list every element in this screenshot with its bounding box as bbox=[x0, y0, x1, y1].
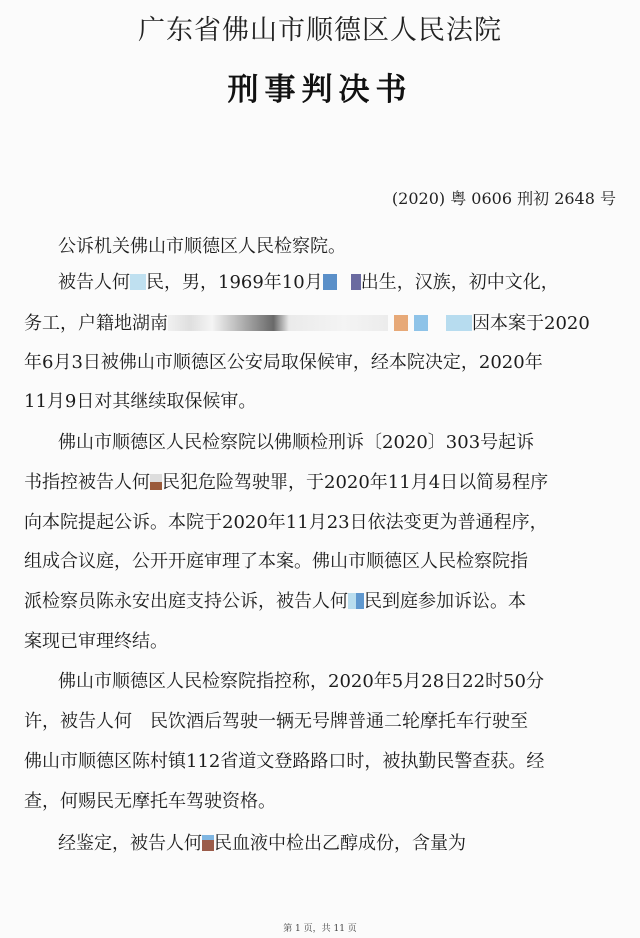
redacted-block bbox=[351, 274, 361, 290]
court-name: 广东省佛山市顺德区人民法院 bbox=[138, 15, 502, 46]
paragraph-line: 向本院提起公诉。本院于2020年11月23日依法变更为普通程序， bbox=[24, 512, 548, 533]
redacted-block bbox=[202, 835, 214, 851]
paragraph-line: 经鉴定，被告人何 民血液中检出乙醇成份，含量为 bbox=[58, 833, 466, 854]
paragraph-line: 佛山市顺德区人民检察院以佛顺检刑诉〔2020〕303号起诉 bbox=[58, 432, 535, 453]
paragraph-line: 案现已审理终结。 bbox=[24, 631, 168, 652]
redacted-block bbox=[130, 274, 146, 290]
redacted-block bbox=[150, 474, 162, 490]
redacted-block bbox=[348, 593, 364, 609]
redacted-block bbox=[168, 315, 388, 331]
defendant-line-2: 务工，户籍地湖南 因本案于2020 bbox=[24, 313, 590, 334]
paragraph-line: 书指控被告人何 民犯危险驾驶罪，于2020年11月4日以简易程序 bbox=[24, 472, 549, 493]
paragraph-line: 佛山市顺德区陈村镇112省道文登路路口时，被执勤民警查获。经 bbox=[24, 751, 545, 772]
paragraph-line: 11月9日对其继续取保候审。 bbox=[24, 391, 257, 412]
redacted-block bbox=[414, 315, 428, 331]
page-footer: 第 1 页，共 11 页 bbox=[283, 924, 357, 934]
case-number: (2020) 粤 0606 刑初 2648 号 bbox=[391, 189, 616, 208]
paragraph-prosecutor: 公诉机关佛山市顺德区人民检察院。 bbox=[58, 236, 346, 257]
defendant-line-1: 被告人何 民，男，1969年10月 出生，汉族，初中文化， bbox=[58, 272, 559, 293]
redacted-block bbox=[446, 315, 472, 331]
paragraph-line: 许，被告人何 民饮酒后驾驶一辆无号牌普通二轮摩托车行驶至 bbox=[24, 711, 528, 732]
redacted-block bbox=[394, 315, 408, 331]
paragraph-line: 派检察员陈永安出庭支持公诉，被告人何 民到庭参加诉讼。本 bbox=[24, 591, 526, 612]
redacted-block bbox=[323, 274, 337, 290]
paragraph-line: 查，何赐民无摩托车驾驶资格。 bbox=[24, 791, 276, 812]
paragraph-line: 年6月3日被佛山市顺德区公安局取保候审，经本院决定，2020年 bbox=[24, 352, 543, 373]
paragraph-line: 组成合议庭，公开开庭审理了本案。佛山市顺德区人民检察院指 bbox=[24, 551, 528, 572]
paragraph-line: 佛山市顺德区人民检察院指控称，2020年5月28日22时50分 bbox=[58, 671, 544, 692]
document-title: 刑事判决书 bbox=[227, 72, 413, 108]
